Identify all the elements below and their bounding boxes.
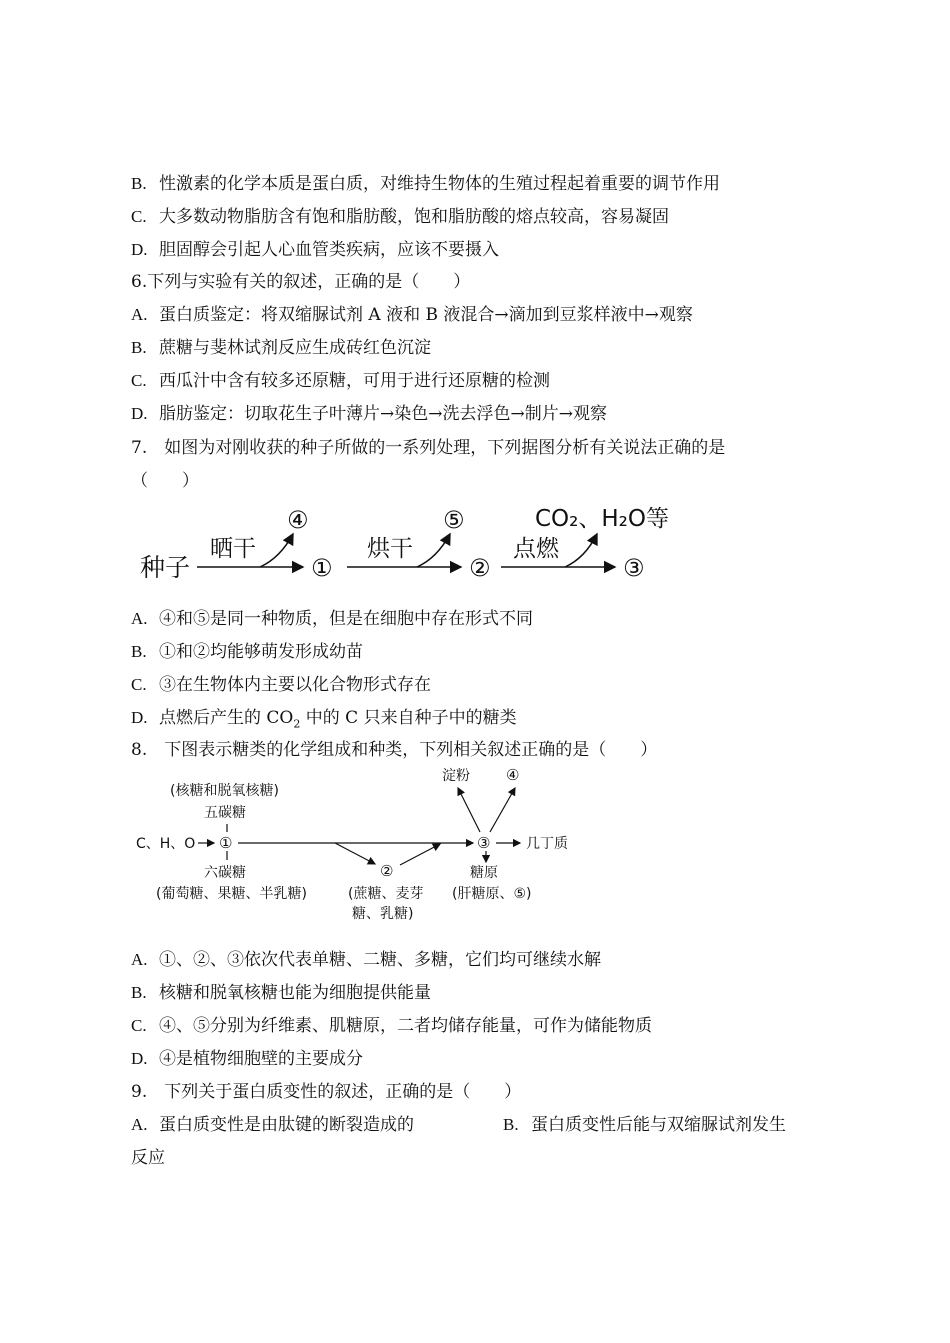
- q6-stem: 6.下列与实验有关的叙述，正确的是（ ）: [131, 272, 471, 292]
- q6-option-b: B. 蔗糖与斐林试剂反应生成砖红色沉淀: [131, 338, 431, 358]
- seed-process-diagram: [135, 498, 695, 588]
- pentose-label: 五碳糖: [204, 805, 246, 821]
- q7-stem: 7. 如图为对刚收获的种子所做的一系列处理，下列据图分析有关说法正确的是: [131, 438, 726, 458]
- node-3: ③: [623, 554, 645, 582]
- glycogen-list: (肝糖原、⑤): [452, 886, 532, 902]
- node-5: ⑤: [443, 506, 465, 534]
- node-3: ③: [477, 834, 491, 852]
- disaccharide-list-line1: (蔗糖、麦芽: [348, 886, 424, 902]
- q9-option-a: A. 蛋白质变性是由肽键的断裂造成的: [131, 1115, 414, 1135]
- node-2: ②: [380, 862, 394, 880]
- q9-stem: 9. 下列关于蛋白质变性的叙述，正确的是（ ）: [131, 1082, 522, 1102]
- co2-label: CO₂、H₂O等: [535, 506, 670, 532]
- arrow-1-to-2: [335, 843, 375, 864]
- burn-label: 点燃: [513, 536, 559, 562]
- q6-option-c: C. 西瓜汁中含有较多还原糖，可用于进行还原糖的检测: [131, 371, 550, 391]
- q9-option-b-cont: 反应: [131, 1148, 165, 1168]
- q8-option-b: B. 核糖和脱氧核糖也能为细胞提供能量: [131, 983, 431, 1003]
- q8-option-d: D. ④是植物细胞壁的主要成分: [131, 1049, 363, 1069]
- disaccharide-list-line2: 糖、乳糖): [352, 906, 414, 922]
- ribose-label: (核糖和脱氧核糖): [170, 783, 279, 799]
- chno-label: C、H、O: [136, 836, 196, 852]
- arrow-2-to-3: [400, 844, 440, 865]
- arrow-3-to-4: [490, 788, 515, 832]
- q7-stem-cont: （ ）: [131, 471, 199, 491]
- q6-option-d: D. 脂肪鉴定：切取花生子叶薄片→染色→洗去浮色→制片→观察: [131, 404, 607, 424]
- node-1: ①: [219, 834, 233, 852]
- q6-option-a: A. 蛋白质鉴定：将双缩脲试剂 A 液和 B 液混合→滴加到豆浆样液中→观察: [131, 305, 693, 325]
- glycogen-label: 糖原: [470, 865, 498, 881]
- q8-option-a: A. ①、②、③依次代表单糖、二糖、多糖，它们均可继续水解: [131, 950, 601, 970]
- q7-option-d: D. 点燃后产生的 $CO_2$ 中的 C 只来自种子中的糖类: [131, 708, 517, 731]
- seed-label: 种子: [140, 553, 191, 582]
- q9-option-b: B. 蛋白质变性后能与双缩脲试剂发生: [503, 1115, 786, 1135]
- bake-label: 烘干: [367, 536, 413, 562]
- hexose-label: 六碳糖: [204, 865, 246, 881]
- node-1: ①: [311, 554, 333, 582]
- node-2: ②: [469, 554, 491, 582]
- sugar-classification-diagram: [130, 762, 590, 927]
- node-4: ④: [506, 766, 520, 784]
- q5-option-c: C. 大多数动物脂肪含有饱和脂肪酸，饱和脂肪酸的熔点较高，容易凝固: [131, 207, 669, 227]
- node-4: ④: [287, 506, 309, 534]
- q8-option-c: C. ④、⑤分别为纤维素、肌糖原，二者均储存能量，可作为储能物质: [131, 1016, 652, 1036]
- q7-option-c: C. ③在生物体内主要以化合物形式存在: [131, 675, 431, 695]
- chitin-label: 几丁质: [526, 836, 568, 852]
- arrow-3-to-starch: [458, 788, 480, 832]
- hexose-list: (葡萄糖、果糖、半乳糖): [156, 886, 307, 902]
- q8-stem: 8. 下图表示糖类的化学组成和种类，下列相关叙述正确的是（ ）: [131, 740, 658, 760]
- arrow-to-5: [417, 534, 450, 567]
- arrow-to-4: [260, 534, 293, 567]
- starch-label: 淀粉: [442, 768, 470, 784]
- dry-label: 晒干: [210, 536, 256, 562]
- q5-option-b: B. 性激素的化学本质是蛋白质，对维持生物体的生殖过程起着重要的调节作用: [131, 174, 720, 194]
- q7-option-b: B. ①和②均能够萌发形成幼苗: [131, 642, 363, 662]
- q7-option-a: A. ④和⑤是同一种物质，但是在细胞中存在形式不同: [131, 609, 533, 629]
- arrow-to-co2: [565, 534, 597, 567]
- q5-option-d: D. 胆固醇会引起人心血管类疾病，应该不要摄入: [131, 240, 499, 260]
